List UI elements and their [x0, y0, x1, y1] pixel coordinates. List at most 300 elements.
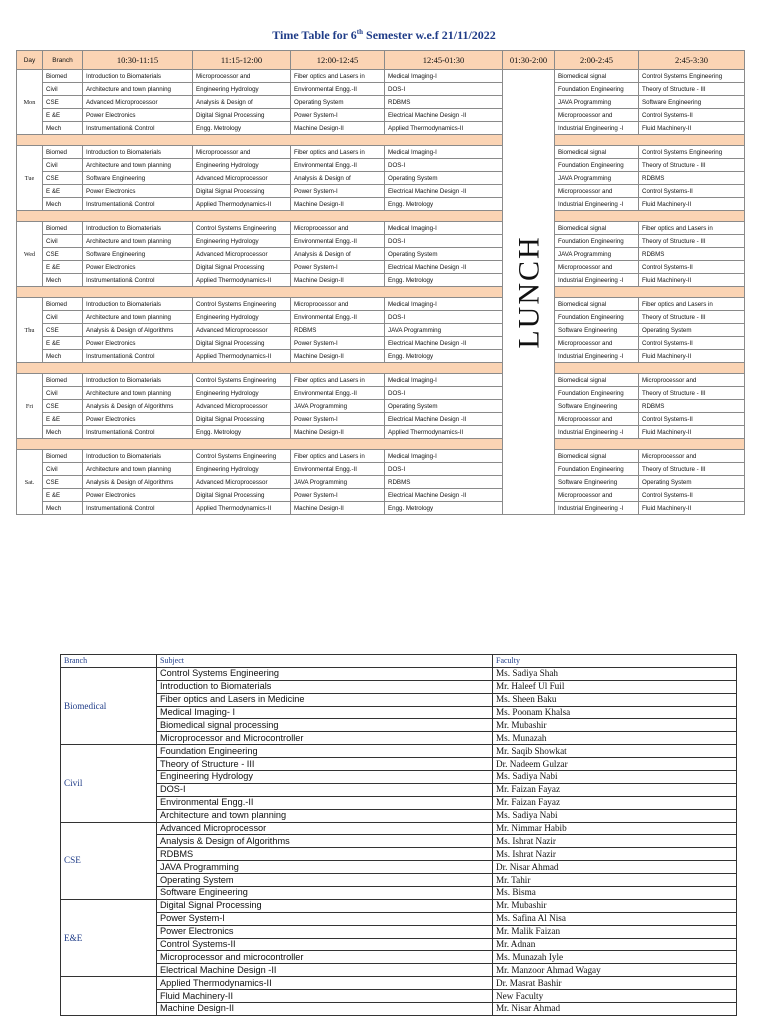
branch-cell: Civil: [43, 235, 83, 248]
subject-cell: Control Systems-II: [639, 337, 745, 350]
subject-cell: Microprocessor and: [193, 70, 291, 83]
subject-cell: Power Electronics: [83, 261, 193, 274]
subject-cell: DOS-I: [385, 387, 503, 400]
subject-cell: Operating System: [639, 476, 745, 489]
subject-cell: JAVA Programming: [291, 476, 385, 489]
day-separator-row: [17, 363, 745, 374]
separator-cell-right: [555, 287, 745, 298]
subject-cell: Advanced Microprocessor: [83, 96, 193, 109]
branch-cell: Mech: [43, 502, 83, 515]
timetable-row: [17, 400, 745, 413]
subject-cell: Applied Thermodynamics-II: [385, 426, 503, 439]
day-separator-row: [17, 439, 745, 450]
day-cell: Wed: [17, 222, 43, 287]
timetable-row: [17, 413, 745, 426]
subject-cell: Machine Design-II: [291, 198, 385, 211]
subject-cell: Analysis & Design of Algorithms: [83, 324, 193, 337]
header-slot-5: 2:00-2:45: [555, 51, 639, 70]
subject-cell: Digital Signal Processing: [193, 109, 291, 122]
faculty-subject-cell: Architecture and town planning: [157, 809, 493, 822]
separator-cell-left: [17, 135, 503, 146]
subject-cell: Architecture and town planning: [83, 463, 193, 476]
faculty-row: [61, 861, 737, 874]
faculty-row: [61, 938, 737, 951]
subject-cell: Microprocessor and: [555, 185, 639, 198]
subject-cell: DOS-I: [385, 311, 503, 324]
faculty-branch-cell: CSE: [61, 822, 157, 899]
subject-cell: Environmental Engg.-II: [291, 159, 385, 172]
faculty-row: [61, 667, 737, 680]
faculty-branch-cell: E&E: [61, 899, 157, 976]
subject-cell: Fiber optics and Lasers in: [291, 450, 385, 463]
separator-cell-left: [17, 439, 503, 450]
faculty-subject-cell: Microprocessor and Microcontroller: [157, 732, 493, 745]
faculty-subject-cell: DOS-I: [157, 783, 493, 796]
branch-cell: Biomed: [43, 146, 83, 159]
day-cell: Fri: [17, 374, 43, 439]
faculty-subject-cell: Foundation Engineering: [157, 745, 493, 758]
faculty-subject-cell: Control Systems-II: [157, 938, 493, 951]
subject-cell: Biomedical signal: [555, 222, 639, 235]
faculty-row: [61, 925, 737, 938]
subject-cell: Introduction to Biomaterials: [83, 450, 193, 463]
faculty-row: [61, 706, 737, 719]
header-slot-2: 11:15-12:00: [193, 51, 291, 70]
faculty-row: [61, 951, 737, 964]
faculty-subject-cell: Power Electronics: [157, 925, 493, 938]
subject-cell: Applied Thermodynamics-II: [385, 122, 503, 135]
faculty-name-cell: Ms. Ishrat Nazir: [493, 835, 737, 848]
subject-cell: Medical Imaging-I: [385, 374, 503, 387]
header-slot-6: 2:45-3:30: [639, 51, 745, 70]
timetable-row: [17, 311, 745, 324]
branch-cell: E &E: [43, 413, 83, 426]
faculty-name-cell: Ms. Sheen Baku: [493, 693, 737, 706]
faculty-row: [61, 887, 737, 900]
timetable-row: [17, 476, 745, 489]
timetable-row: [17, 70, 745, 83]
branch-cell: Mech: [43, 426, 83, 439]
timetable-row: [17, 159, 745, 172]
subject-cell: Microprocessor and: [639, 450, 745, 463]
timetable-row: [17, 83, 745, 96]
timetable-row: [17, 426, 745, 439]
subject-cell: Software Engineering: [555, 476, 639, 489]
faculty-name-cell: Ms. Munazah: [493, 732, 737, 745]
subject-cell: Fiber optics and Lasers in: [291, 70, 385, 83]
subject-cell: Software Engineering: [83, 172, 193, 185]
day-cell: Tue: [17, 146, 43, 211]
faculty-name-cell: Dr. Masrat Bashir: [493, 977, 737, 990]
subject-cell: Electrical Machine Design -II: [385, 109, 503, 122]
timetable: [16, 50, 745, 515]
faculty-name-cell: Mr. Tahir: [493, 874, 737, 887]
timetable-row: [17, 261, 745, 274]
subject-cell: Introduction to Biomaterials: [83, 298, 193, 311]
subject-cell: Advanced Microprocessor: [193, 476, 291, 489]
timetable-row: [17, 185, 745, 198]
day-separator-row: [17, 211, 745, 222]
faculty-name-cell: Mr. Malik Faizan: [493, 925, 737, 938]
lunch-cell: [503, 70, 555, 515]
subject-cell: Microprocessor and: [555, 489, 639, 502]
subject-cell: Control Systems-II: [639, 109, 745, 122]
subject-cell: Instrumentation& Control: [83, 426, 193, 439]
faculty-name-cell: Mr. Mubashir: [493, 899, 737, 912]
subject-cell: Analysis & Design of Algorithms: [83, 400, 193, 413]
subject-cell: Theory of Structure - III: [639, 235, 745, 248]
faculty-name-cell: Ms. Ishrat Nazir: [493, 848, 737, 861]
faculty-row: [61, 809, 737, 822]
faculty-name-cell: Mr. Faizan Fayaz: [493, 796, 737, 809]
faculty-name-cell: Ms. Safina Al Nisa: [493, 912, 737, 925]
faculty-subject-cell: Software Engineering: [157, 887, 493, 900]
faculty-row: [61, 732, 737, 745]
subject-cell: Digital Signal Processing: [193, 337, 291, 350]
faculty-subject-cell: Digital Signal Processing: [157, 899, 493, 912]
timetable-row: [17, 350, 745, 363]
subject-cell: Industrial Engineering -I: [555, 426, 639, 439]
faculty-row: [61, 822, 737, 835]
timetable-header-row: [17, 51, 745, 70]
day-cell: Sat.: [17, 450, 43, 515]
header-slot-lunch: 01:30-2:00: [503, 51, 555, 70]
subject-cell: JAVA Programming: [555, 248, 639, 261]
faculty-name-cell: Mr. Haleef Ul Fuil: [493, 680, 737, 693]
faculty-row: [61, 1003, 737, 1016]
branch-cell: CSE: [43, 476, 83, 489]
header-slot-4: 12:45-01:30: [385, 51, 503, 70]
faculty-row: [61, 977, 737, 990]
title-suffix: Semester w.e.f 21/11/2022: [363, 28, 496, 42]
faculty-subject-cell: Biomedical signal processing: [157, 719, 493, 732]
timetable-row: [17, 374, 745, 387]
faculty-row: [61, 990, 737, 1003]
faculty-row: [61, 848, 737, 861]
branch-cell: CSE: [43, 400, 83, 413]
subject-cell: RDBMS: [385, 476, 503, 489]
branch-cell: CSE: [43, 248, 83, 261]
subject-cell: RDBMS: [639, 172, 745, 185]
subject-cell: Medical Imaging-I: [385, 70, 503, 83]
subject-cell: Biomedical signal: [555, 450, 639, 463]
subject-cell: Fiber optics and Lasers in: [291, 146, 385, 159]
faculty-header-faculty: Faculty: [493, 655, 737, 668]
separator-cell-left: [17, 287, 503, 298]
day-separator-row: [17, 135, 745, 146]
subject-cell: Foundation Engineering: [555, 159, 639, 172]
subject-cell: Medical Imaging-I: [385, 450, 503, 463]
faculty-row: [61, 783, 737, 796]
branch-cell: E &E: [43, 337, 83, 350]
subject-cell: Machine Design-II: [291, 350, 385, 363]
branch-cell: Mech: [43, 122, 83, 135]
faculty-row: [61, 899, 737, 912]
branch-cell: Civil: [43, 83, 83, 96]
header-day: Day: [17, 51, 43, 70]
subject-cell: Electrical Machine Design -II: [385, 489, 503, 502]
subject-cell: Theory of Structure - III: [639, 387, 745, 400]
subject-cell: Instrumentation& Control: [83, 502, 193, 515]
faculty-subject-cell: Analysis & Design of Algorithms: [157, 835, 493, 848]
subject-cell: Microprocessor and: [291, 298, 385, 311]
faculty-row: [61, 912, 737, 925]
timetable-row: [17, 122, 745, 135]
faculty-subject-cell: Advanced Microprocessor: [157, 822, 493, 835]
subject-cell: Control Systems Engineering: [193, 450, 291, 463]
branch-cell: E &E: [43, 489, 83, 502]
faculty-name-cell: Mr. Faizan Fayaz: [493, 783, 737, 796]
subject-cell: Software Engineering: [555, 400, 639, 413]
subject-cell: Fluid Machinery-II: [639, 274, 745, 287]
title-prefix: Time Table for 6: [272, 28, 357, 42]
faculty-name-cell: Mr. Manzoor Ahmad Wagay: [493, 964, 737, 977]
subject-cell: Biomedical signal: [555, 146, 639, 159]
branch-cell: Civil: [43, 311, 83, 324]
subject-cell: Engineering Hydrology: [193, 387, 291, 400]
subject-cell: Microprocessor and: [555, 261, 639, 274]
subject-cell: Foundation Engineering: [555, 83, 639, 96]
separator-cell-left: [17, 363, 503, 374]
faculty-name-cell: Dr. Nadeem Gulzar: [493, 758, 737, 771]
subject-cell: JAVA Programming: [385, 324, 503, 337]
subject-cell: Microprocessor and: [555, 337, 639, 350]
subject-cell: Control Systems Engineering: [193, 374, 291, 387]
faculty-subject-cell: Theory of Structure - III: [157, 758, 493, 771]
subject-cell: Operating System: [385, 248, 503, 261]
faculty-name-cell: Ms. Sadiya Nabi: [493, 809, 737, 822]
subject-cell: Engineering Hydrology: [193, 235, 291, 248]
subject-cell: RDBMS: [385, 96, 503, 109]
faculty-row: [61, 874, 737, 887]
timetable-row: [17, 274, 745, 287]
timetable-row: [17, 198, 745, 211]
subject-cell: Advanced Microprocessor: [193, 324, 291, 337]
subject-cell: Theory of Structure - III: [639, 83, 745, 96]
timetable-row: [17, 146, 745, 159]
faculty-subject-cell: RDBMS: [157, 848, 493, 861]
subject-cell: Power System-I: [291, 413, 385, 426]
subject-cell: Power Electronics: [83, 413, 193, 426]
subject-cell: Analysis & Design of Algorithms: [83, 476, 193, 489]
timetable-row: [17, 387, 745, 400]
faculty-header-subject: Subject: [157, 655, 493, 668]
subject-cell: Control Systems Engineering: [193, 222, 291, 235]
subject-cell: Environmental Engg.-II: [291, 311, 385, 324]
separator-cell-right: [555, 135, 745, 146]
subject-cell: Control Systems-II: [639, 185, 745, 198]
subject-cell: Control Systems Engineering: [639, 146, 745, 159]
faculty-row: [61, 771, 737, 784]
faculty-name-cell: Mr. Saqib Showkat: [493, 745, 737, 758]
day-cell: Mon: [17, 70, 43, 135]
branch-cell: Biomed: [43, 222, 83, 235]
subject-cell: Medical Imaging-I: [385, 222, 503, 235]
faculty-name-cell: New Faculty: [493, 990, 737, 1003]
faculty-row: [61, 719, 737, 732]
subject-cell: Control Systems Engineering: [639, 70, 745, 83]
day-separator-row: [17, 287, 745, 298]
faculty-row: [61, 835, 737, 848]
branch-cell: Biomed: [43, 70, 83, 83]
subject-cell: Industrial Engineering -I: [555, 198, 639, 211]
branch-cell: E &E: [43, 185, 83, 198]
subject-cell: Introduction to Biomaterials: [83, 70, 193, 83]
branch-cell: Mech: [43, 274, 83, 287]
subject-cell: Industrial Engineering -I: [555, 274, 639, 287]
subject-cell: Applied Thermodynamics-II: [193, 198, 291, 211]
branch-cell: Mech: [43, 350, 83, 363]
faculty-name-cell: Mr. Nimmar Habib: [493, 822, 737, 835]
subject-cell: Architecture and town planning: [83, 387, 193, 400]
faculty-subject-cell: Introduction to Biomaterials: [157, 680, 493, 693]
subject-cell: Instrumentation& Control: [83, 350, 193, 363]
subject-cell: Advanced Microprocessor: [193, 172, 291, 185]
subject-cell: Microprocessor and: [555, 109, 639, 122]
subject-cell: Biomedical signal: [555, 298, 639, 311]
subject-cell: Digital Signal Processing: [193, 185, 291, 198]
subject-cell: Medical Imaging-I: [385, 298, 503, 311]
timetable-row: [17, 463, 745, 476]
subject-cell: Engg. Metrology: [385, 198, 503, 211]
subject-cell: DOS-I: [385, 463, 503, 476]
faculty-name-cell: Ms. Poonam Khalsa: [493, 706, 737, 719]
subject-cell: Machine Design-II: [291, 426, 385, 439]
timetable-row: [17, 235, 745, 248]
branch-cell: CSE: [43, 96, 83, 109]
subject-cell: Engineering Hydrology: [193, 83, 291, 96]
subject-cell: Engg. Metrology: [385, 274, 503, 287]
faculty-name-cell: Ms. Bisma: [493, 887, 737, 900]
branch-cell: CSE: [43, 324, 83, 337]
branch-cell: Civil: [43, 463, 83, 476]
subject-cell: Fiber optics and Lasers in: [639, 222, 745, 235]
subject-cell: Fluid Machinery-II: [639, 350, 745, 363]
subject-cell: RDBMS: [639, 248, 745, 261]
faculty-subject-cell: Applied Thermodynamics-II: [157, 977, 493, 990]
subject-cell: RDBMS: [639, 400, 745, 413]
faculty-row: [61, 693, 737, 706]
faculty-name-cell: Ms. Sadiya Nabi: [493, 771, 737, 784]
subject-cell: Machine Design-II: [291, 274, 385, 287]
subject-cell: Engineering Hydrology: [193, 311, 291, 324]
subject-cell: Theory of Structure - III: [639, 311, 745, 324]
timetable-row: [17, 96, 745, 109]
subject-cell: Software Engineering: [639, 96, 745, 109]
faculty-row: [61, 745, 737, 758]
branch-cell: Biomed: [43, 298, 83, 311]
subject-cell: Engg. Metrology: [193, 122, 291, 135]
faculty-row: [61, 796, 737, 809]
branch-cell: E &E: [43, 109, 83, 122]
faculty-table: [60, 654, 737, 1016]
subject-cell: JAVA Programming: [291, 400, 385, 413]
subject-cell: Theory of Structure - III: [639, 463, 745, 476]
subject-cell: Microprocessor and: [291, 222, 385, 235]
header-slot-1: 10:30-11:15: [83, 51, 193, 70]
branch-cell: E &E: [43, 261, 83, 274]
subject-cell: Digital Signal Processing: [193, 489, 291, 502]
header-slot-3: 12:00-12:45: [291, 51, 385, 70]
subject-cell: Operating System: [385, 400, 503, 413]
subject-cell: Engineering Hydrology: [193, 463, 291, 476]
branch-cell: Civil: [43, 387, 83, 400]
faculty-subject-cell: Medical Imaging- I: [157, 706, 493, 719]
subject-cell: Power Electronics: [83, 489, 193, 502]
faculty-name-cell: Ms. Sadiya Shah: [493, 667, 737, 680]
branch-cell: Biomed: [43, 374, 83, 387]
lunch-label: LUNCH: [512, 235, 545, 349]
subject-cell: Environmental Engg.-II: [291, 83, 385, 96]
subject-cell: Instrumentation& Control: [83, 122, 193, 135]
faculty-row: [61, 680, 737, 693]
subject-cell: Power System-I: [291, 261, 385, 274]
faculty-subject-cell: Operating System: [157, 874, 493, 887]
subject-cell: Machine Design-II: [291, 502, 385, 515]
subject-cell: Advanced Microprocessor: [193, 400, 291, 413]
faculty-subject-cell: JAVA Programming: [157, 861, 493, 874]
subject-cell: Biomedical signal: [555, 374, 639, 387]
subject-cell: Operating System: [291, 96, 385, 109]
faculty-row: [61, 964, 737, 977]
subject-cell: Architecture and town planning: [83, 83, 193, 96]
subject-cell: Architecture and town planning: [83, 235, 193, 248]
subject-cell: Foundation Engineering: [555, 463, 639, 476]
faculty-header-branch: Branch: [61, 655, 157, 668]
subject-cell: Operating System: [385, 172, 503, 185]
subject-cell: Power Electronics: [83, 185, 193, 198]
subject-cell: Foundation Engineering: [555, 387, 639, 400]
subject-cell: Machine Design-II: [291, 122, 385, 135]
faculty-subject-cell: Machine Design-II: [157, 1003, 493, 1016]
subject-cell: Medical Imaging-I: [385, 146, 503, 159]
day-cell: Thu: [17, 298, 43, 363]
title-sup: th: [356, 28, 364, 36]
subject-cell: Power System-I: [291, 337, 385, 350]
subject-cell: Industrial Engineering -I: [555, 502, 639, 515]
subject-cell: Environmental Engg.-II: [291, 235, 385, 248]
faculty-name-cell: Mr. Mubashir: [493, 719, 737, 732]
branch-cell: Mech: [43, 198, 83, 211]
timetable-row: [17, 298, 745, 311]
timetable-row: [17, 502, 745, 515]
faculty-name-cell: Mr. Nisar Ahmad: [493, 1003, 737, 1016]
subject-cell: Power Electronics: [83, 109, 193, 122]
subject-cell: Analysis & Design of: [193, 96, 291, 109]
separator-cell-left: [17, 211, 503, 222]
subject-cell: Microprocessor and: [639, 374, 745, 387]
faculty-subject-cell: Engineering Hydrology: [157, 771, 493, 784]
timetable-row: [17, 172, 745, 185]
subject-cell: Instrumentation& Control: [83, 274, 193, 287]
faculty-subject-cell: Environmental Engg.-II: [157, 796, 493, 809]
separator-cell-right: [555, 439, 745, 450]
subject-cell: Analysis & Design of: [291, 248, 385, 261]
subject-cell: Instrumentation& Control: [83, 198, 193, 211]
timetable-row: [17, 109, 745, 122]
subject-cell: Applied Thermodynamics-II: [193, 274, 291, 287]
subject-cell: Biomedical signal: [555, 70, 639, 83]
subject-cell: Electrical Machine Design -II: [385, 261, 503, 274]
subject-cell: Analysis & Design of: [291, 172, 385, 185]
faculty-subject-cell: Microprocessor and microcontroller: [157, 951, 493, 964]
subject-cell: Engg. Metrology: [385, 350, 503, 363]
faculty-subject-cell: Electrical Machine Design -II: [157, 964, 493, 977]
subject-cell: Fiber optics and Lasers in: [291, 374, 385, 387]
subject-cell: Control Systems Engineering: [193, 298, 291, 311]
subject-cell: Electrical Machine Design -II: [385, 413, 503, 426]
header-branch: Branch: [43, 51, 83, 70]
